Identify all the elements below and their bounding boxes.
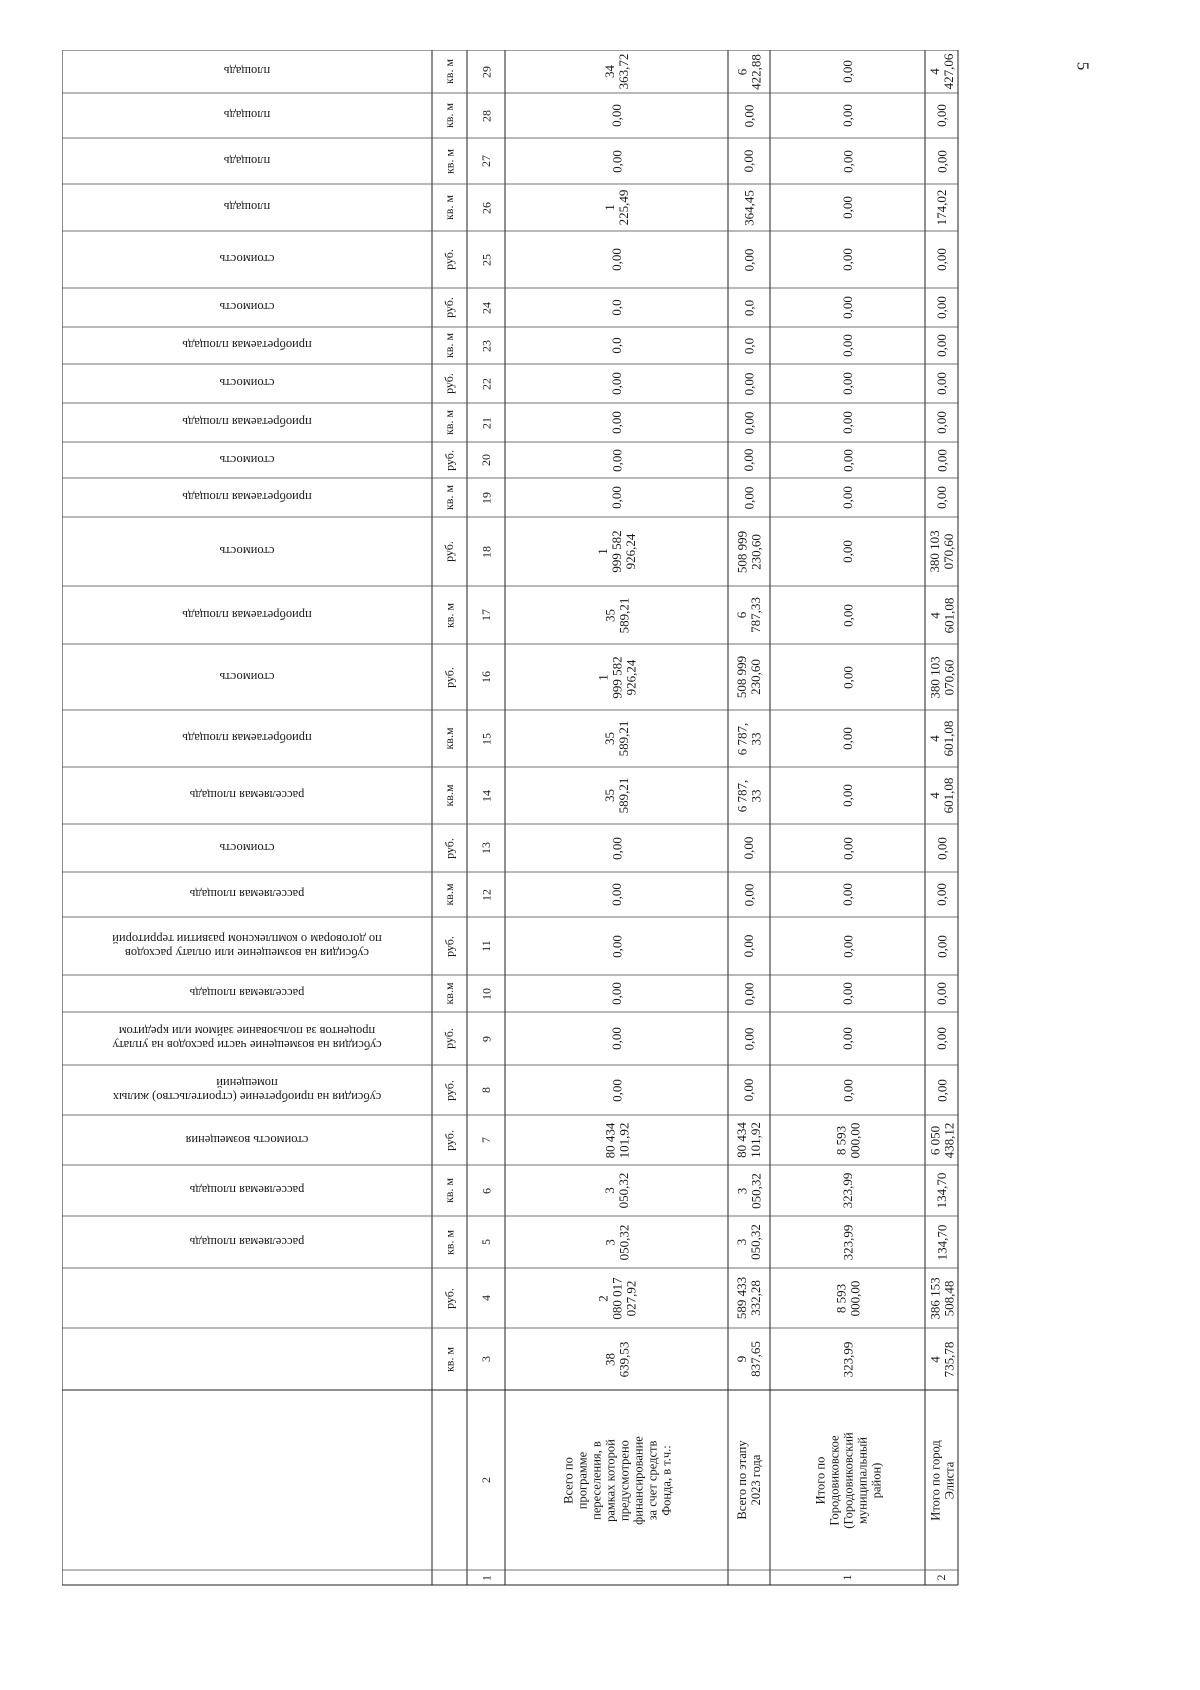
table-cell: 323,99 xyxy=(839,1172,855,1209)
column-title: стоимость xyxy=(219,841,275,855)
column-title: расселяемая площадь xyxy=(189,1235,305,1249)
table-cell: 0,00 xyxy=(839,836,855,860)
column-unit: кв. м xyxy=(442,484,456,511)
table-cell: 0,00 xyxy=(608,448,624,472)
column-title: расселяемая площадь xyxy=(189,986,305,1001)
table-cell: 0,00 xyxy=(608,149,624,173)
page-number: 5 xyxy=(1073,61,1093,71)
table-cell: 0,00 xyxy=(839,982,855,1005)
column-unit: кв. м xyxy=(442,1346,456,1372)
column-unit: руб. xyxy=(442,249,456,270)
table-cell: 0,00 xyxy=(741,486,756,509)
table-cell: 0,00 xyxy=(839,1078,855,1102)
table-cell: 4 601,08 xyxy=(926,597,956,633)
table-cell: 6 787,33 xyxy=(734,597,763,633)
table-cell: 0,00 xyxy=(741,372,756,395)
table-cell: 0,00 xyxy=(839,486,855,509)
column-unit: руб. xyxy=(442,297,456,318)
row-label: Итого по Городовиковское (Городовиковский муниципальный район) xyxy=(812,1431,883,1529)
table-cell: 0,00 xyxy=(839,448,855,472)
table-cell: 386 153 508,48 xyxy=(926,1276,956,1320)
column-number: 20 xyxy=(478,454,493,466)
column-title xyxy=(62,1268,432,1328)
column-title: стоимость xyxy=(219,670,275,684)
row-label: Всего по этапу 2023 года xyxy=(735,1440,763,1520)
table-cell: 0,00 xyxy=(741,1078,756,1102)
table-cell: 589 433 332,28 xyxy=(734,1276,763,1320)
column-title: площадь xyxy=(223,108,271,123)
table-cell: 80 434 101,92 xyxy=(734,1122,763,1158)
column-unit: кв.м xyxy=(442,727,456,750)
column-title: стоимость возмещения xyxy=(185,1133,309,1147)
table-cell: 3 050,32 xyxy=(734,1172,763,1209)
table-cell: 35 589,21 xyxy=(601,720,631,757)
column-title: расселяемая площадь xyxy=(189,887,305,902)
table-cell: 0,00 xyxy=(933,1027,949,1050)
table-cell: 1 225,49 xyxy=(601,189,631,226)
table-cell: 6 787, 33 xyxy=(734,779,763,812)
table-cell: 35 589,21 xyxy=(601,597,631,633)
column-unit: руб. xyxy=(442,837,456,859)
column-unit: руб. xyxy=(442,373,456,394)
table-cell: 0,00 xyxy=(839,248,855,271)
table-cell: 0,00 xyxy=(741,104,756,127)
table-cell: 0,00 xyxy=(741,411,756,434)
table-cell: 0,00 xyxy=(839,149,855,173)
table-cell: 6 787, 33 xyxy=(734,722,763,755)
table-cell: 0,00 xyxy=(741,883,756,906)
table-cell: 508 999 230,60 xyxy=(734,655,763,699)
table-cell: 380 103 070,60 xyxy=(926,655,956,699)
column-number: 3 xyxy=(478,1356,493,1362)
column-number: 16 xyxy=(478,671,493,683)
column-number: 22 xyxy=(478,377,493,390)
column-unit: кв. м xyxy=(442,1229,456,1255)
table-cell: 0,00 xyxy=(839,60,855,83)
column-title xyxy=(62,1328,432,1390)
rotated-data-table xyxy=(62,50,1062,1640)
column-unit: руб. xyxy=(442,1129,456,1151)
row-number: 2 xyxy=(934,1574,948,1581)
table-cell: 0,00 xyxy=(608,1027,624,1050)
table-cell: 0,00 xyxy=(933,334,949,357)
column-title: расселяемая площадь xyxy=(189,788,305,803)
table-cell: 0,00 xyxy=(839,883,855,906)
column-number: 19 xyxy=(478,491,493,504)
table-cell: 0,00 xyxy=(608,836,624,860)
table-cell: 0,0 xyxy=(741,337,756,354)
table-cell: 0,00 xyxy=(933,248,949,271)
column-unit: руб. xyxy=(442,935,456,957)
column-number: 21 xyxy=(478,416,493,429)
column-unit: руб. xyxy=(442,1028,456,1049)
column-number: 13 xyxy=(478,842,493,854)
column-title: приобретаемая площадь xyxy=(182,415,312,430)
table-cell: 0,00 xyxy=(839,104,855,127)
column-unit: руб. xyxy=(442,449,456,471)
table-cell: 38 639,53 xyxy=(601,1341,631,1377)
column-title: стоимость xyxy=(219,376,275,391)
table-cell: 174,02 xyxy=(933,189,949,226)
column-number: 4 xyxy=(478,1295,493,1301)
column-title: субсидия на возмещение или оплату расходов по договорам о комплексном развитии территорий xyxy=(112,932,382,960)
column-number: 12 xyxy=(478,888,493,901)
table-cell: 0,00 xyxy=(608,411,624,434)
table-cell: 0,00 xyxy=(839,603,855,627)
table-cell: 0,00 xyxy=(608,486,624,509)
column-number: 26 xyxy=(478,201,493,214)
table-cell: 8 593 000,00 xyxy=(832,1280,862,1316)
table-cell: 0,00 xyxy=(933,982,949,1005)
header-col-1: 1 xyxy=(478,1574,493,1581)
table-cell: 8 593 000,00 xyxy=(832,1122,862,1158)
table-cell: 0,00 xyxy=(839,727,855,750)
column-unit: кв. м xyxy=(442,148,456,174)
table-cell: 0,00 xyxy=(741,248,756,271)
table-cell: 1 999 582 926,24 xyxy=(594,530,638,573)
column-unit: руб. xyxy=(442,541,456,562)
column-unit: руб. xyxy=(442,1079,456,1101)
table-cell: 0,00 xyxy=(741,982,756,1005)
column-title: площадь xyxy=(223,64,271,79)
row-label: Итого по город Элиста xyxy=(927,1439,956,1521)
column-number: 11 xyxy=(478,940,493,952)
table-cell: 0,00 xyxy=(933,296,949,319)
table-cell: 0,0 xyxy=(608,299,624,316)
table-cell: 0,00 xyxy=(608,1078,624,1102)
table-cell: 2 080 017 027,92 xyxy=(594,1276,638,1320)
column-number: 10 xyxy=(478,987,493,1000)
table-cell: 0,00 xyxy=(839,784,855,807)
row-number xyxy=(728,1570,770,1585)
table-cell: 0,00 xyxy=(839,372,855,395)
column-unit: кв. м xyxy=(442,332,456,359)
table-cell: 134,70 xyxy=(933,1172,949,1209)
column-unit: кв.м xyxy=(442,883,456,906)
column-number: 28 xyxy=(478,109,493,122)
table-cell: 0,00 xyxy=(933,486,949,509)
column-number: 7 xyxy=(478,1137,493,1143)
table-cell: 508 999 230,60 xyxy=(734,530,763,573)
table-cell: 323,99 xyxy=(839,1224,855,1260)
table-cell: 4 427,06 xyxy=(926,53,956,90)
table-cell: 0,0 xyxy=(741,299,756,316)
column-title: стоимость xyxy=(219,300,275,315)
column-title: площадь xyxy=(223,200,271,215)
table-cell: 4 735,78 xyxy=(926,1341,956,1377)
table-cell: 0,00 xyxy=(608,982,624,1005)
header-col-2: 2 xyxy=(478,1477,493,1483)
column-unit: кв. м xyxy=(442,1177,456,1204)
table-cell: 4 601,08 xyxy=(926,777,956,814)
table-cell: 6 422,88 xyxy=(734,53,763,90)
table-cell: 0,00 xyxy=(608,883,624,906)
table-cell: 0,00 xyxy=(741,1027,756,1050)
column-unit: кв. м xyxy=(442,602,456,628)
column-number: 14 xyxy=(478,789,493,802)
column-number: 9 xyxy=(478,1035,493,1042)
table-cell: 323,99 xyxy=(839,1341,855,1377)
table-cell: 0,0 xyxy=(608,337,624,354)
column-title: приобретаемая площадь xyxy=(182,608,312,622)
row-label: Всего по программе переселения, в рамках которой предусмотрено финансирование за счет средств Фонда, в т.ч.: xyxy=(560,1435,673,1525)
table-cell: 0,00 xyxy=(839,665,855,689)
table-cell: 0,00 xyxy=(839,540,855,563)
column-title: стоимость xyxy=(219,252,275,267)
table-cell: 0,00 xyxy=(933,104,949,127)
table-cell: 0,00 xyxy=(933,411,949,434)
table-cell: 0,00 xyxy=(741,934,756,958)
table-cell: 0,00 xyxy=(741,149,756,173)
column-title: стоимость xyxy=(219,453,275,467)
column-number: 8 xyxy=(478,1087,493,1093)
table-cell: 4 601,08 xyxy=(926,720,956,757)
table-cell: 0,00 xyxy=(933,372,949,395)
table-cell: 0,00 xyxy=(933,1078,949,1102)
column-title: приобретаемая площадь xyxy=(182,490,312,505)
column-number: 25 xyxy=(478,253,493,266)
column-title: субсидия на возмещение части расходов на уплату процентов за пользование займом или кредитом xyxy=(112,1024,382,1053)
column-title: субсидия на приобретение (строительство) жилых помещений xyxy=(112,1076,382,1104)
table-cell: 35 589,21 xyxy=(601,777,631,814)
column-number: 5 xyxy=(478,1239,493,1245)
column-number: 15 xyxy=(478,732,493,745)
table-cell: 0,00 xyxy=(839,296,855,319)
table-cell: 0,00 xyxy=(741,836,756,860)
column-unit: кв.м xyxy=(442,784,456,807)
table-cell: 134,70 xyxy=(933,1224,949,1260)
table-cell: 380 103 070,60 xyxy=(926,530,956,573)
column-number: 29 xyxy=(478,65,493,78)
row-number xyxy=(505,1570,728,1585)
table-cell: 0,00 xyxy=(933,883,949,906)
column-title: расселяемая площадь xyxy=(189,1183,305,1198)
table-cell: 6 050 438,12 xyxy=(926,1122,956,1158)
column-number: 6 xyxy=(478,1187,493,1194)
table-cell: 34 363,72 xyxy=(601,53,631,90)
row-number: 1 xyxy=(840,1574,854,1581)
column-title: приобретаемая площадь xyxy=(182,338,312,353)
table-cell: 364,45 xyxy=(741,189,756,226)
column-unit: кв. м xyxy=(442,409,456,436)
column-number: 23 xyxy=(478,339,493,352)
column-number: 27 xyxy=(478,155,493,167)
column-number: 17 xyxy=(478,609,493,621)
table-cell: 0,00 xyxy=(839,934,855,958)
table-cell: 9 837,65 xyxy=(734,1341,763,1377)
table-cell: 3 050,32 xyxy=(601,1224,631,1260)
column-unit: кв. м xyxy=(442,58,456,85)
table-cell: 0,00 xyxy=(741,448,756,472)
table-cell: 80 434 101,92 xyxy=(601,1122,631,1158)
table-cell: 0,00 xyxy=(608,372,624,395)
column-unit: руб. xyxy=(442,1287,456,1309)
column-unit: кв.м xyxy=(442,982,456,1005)
table-cell: 0,00 xyxy=(839,196,855,219)
table-cell: 0,00 xyxy=(933,448,949,472)
column-title: стоимость xyxy=(219,544,275,559)
table-cell: 0,00 xyxy=(608,248,624,271)
column-unit: руб. xyxy=(442,666,456,688)
column-unit: кв. м xyxy=(442,194,456,221)
column-title: приобретаемая площадь xyxy=(182,731,312,746)
column-number: 24 xyxy=(478,301,493,314)
table-cell: 0,00 xyxy=(839,334,855,357)
column-number: 18 xyxy=(478,545,493,558)
table-cell: 1 999 582 926,24 xyxy=(594,655,638,699)
table-cell: 0,00 xyxy=(933,149,949,173)
table-cell: 0,00 xyxy=(933,836,949,860)
table-cell: 0,00 xyxy=(608,934,624,958)
table-cell: 3 050,32 xyxy=(601,1172,631,1209)
table-cell: 3 050,32 xyxy=(734,1224,763,1260)
table-cell: 0,00 xyxy=(839,411,855,434)
table-cell: 0,00 xyxy=(933,934,949,958)
table-cell: 0,00 xyxy=(608,104,624,127)
table-cell: 0,00 xyxy=(839,1027,855,1050)
column-title: площадь xyxy=(223,154,271,168)
column-unit: кв. м xyxy=(442,102,456,129)
